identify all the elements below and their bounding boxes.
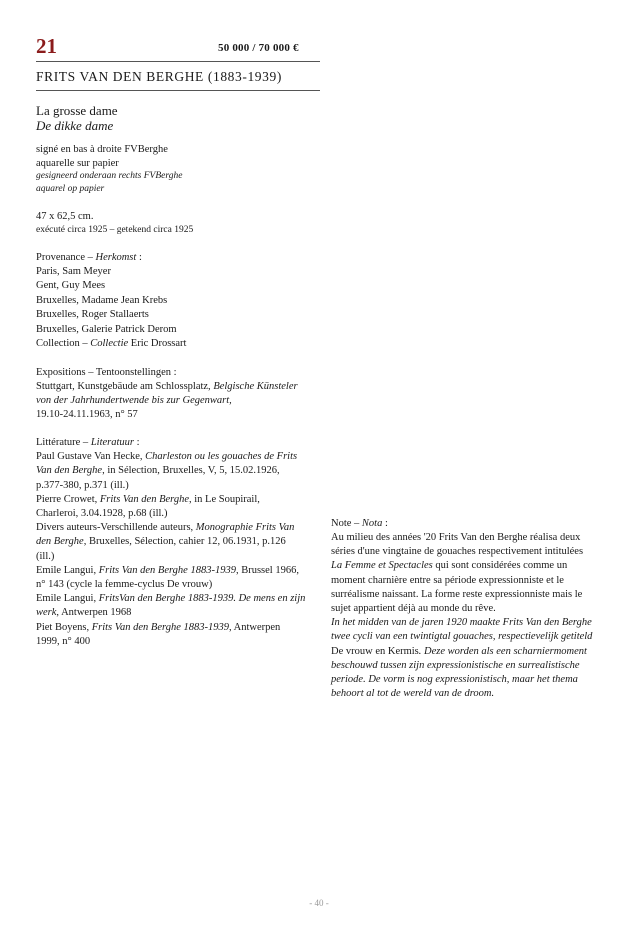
- lot-details: [36, 103, 326, 649]
- provenance-heading: Provenance – Herkomst :: [36, 251, 142, 263]
- litterature-line: Divers auteurs-Verschillende auteurs, Monographie Frits Van: [36, 522, 295, 534]
- signature-fr: signé en bas à droite FVBerghe: [36, 144, 168, 155]
- litterature-line: 1999, n° 400: [36, 635, 91, 647]
- litterature-line: (ill.): [36, 550, 55, 562]
- litterature-line: den Berghe, Bruxelles, Sélection, cahier 12, 06.1931, p.126: [36, 536, 286, 548]
- note-line-fr: surréalisme naissant. La forme reste expressionniste mais le: [331, 588, 583, 600]
- litterature-line: Pierre Crowet, Frits Van den Berghe, in Le Soupirail,: [36, 493, 260, 505]
- title-nl: De dikke dame: [36, 118, 114, 133]
- litterature-heading: Littérature – Literatuur :: [36, 437, 140, 449]
- artist-name: FRITS VAN DEN BERGHE (1883-1939): [36, 69, 282, 84]
- provenance-item: Gent, Guy Mees: [36, 280, 106, 291]
- note-line-fr: moment charnière entre sa période expressionniste et le: [331, 574, 564, 586]
- artist-divider: [36, 90, 320, 91]
- litterature-line: Emile Langui, FritsVan den Berghe 1883-1939. De mens en zijn: [36, 593, 306, 605]
- note-section: [331, 517, 607, 701]
- note-line-nl: behoort al tot de wereld van de droom.: [331, 688, 495, 700]
- medium-nl: aquarel op papier: [36, 184, 105, 194]
- note-line-fr: La Femme et Spectacles qui sont considérées comme un: [331, 560, 568, 572]
- litterature-line: Paul Gustave Van Hecke, Charleston ou les gouaches de Frits: [36, 451, 298, 463]
- expositions-heading: Expositions – Tentoonstellingen :: [36, 366, 177, 378]
- dimensions: 47 x 62,5 cm.: [36, 211, 94, 222]
- lot-number: 21: [36, 34, 57, 58]
- note-line-nl: twee cycli van een twintigtal gouaches, respectievelijk getiteld: [331, 631, 593, 643]
- page-number: - 40 -: [309, 898, 329, 908]
- provenance-item: Bruxelles, Galerie Patrick Derom: [36, 323, 177, 335]
- exposition-line: Stuttgart, Kunstgebäude am Schlossplatz, Belgische Künsteler: [36, 380, 298, 392]
- note-line-fr: Au milieu des années '20 Frits Van den Berghe réalisa deux: [331, 532, 581, 543]
- litterature-line: Emile Langui, Frits Van den Berghe 1883-1939, Brussel 1966,: [36, 564, 299, 576]
- litterature-line: Charleroi, 3.04.1928, p.68 (ill.): [36, 507, 168, 519]
- note-line-nl: De vrouw en Kermis. Deze worden als een scharniermoment: [331, 645, 587, 657]
- note-line-fr: séries d'une vingtaine de gouaches respectivement intitulées: [331, 546, 584, 558]
- litterature-line: n° 143 (cycle la femme-cyclus De vrouw): [36, 578, 213, 590]
- note-line-nl: periode. De vorm is nog expressionistisch, maar het thema: [331, 674, 578, 686]
- top-divider: [36, 61, 320, 62]
- note-line-nl: beschouwd tussen zijn expressionistische en surrealistische: [331, 659, 580, 671]
- exposition-line: von der Jahrhundertwende bis zur Gegenwart,: [36, 394, 232, 406]
- title-fr: La grosse dame: [36, 103, 118, 118]
- note-line-fr: sujet appartient déjà au monde du rêve.: [331, 603, 496, 615]
- signature-nl: gesigneerd onderaan rechts FVBerghe: [36, 171, 183, 181]
- date-line: exécuté circa 1925 – getekend circa 1925: [36, 224, 194, 235]
- provenance-item: Bruxelles, Roger Stallaerts: [36, 309, 149, 320]
- litterature-line: p.377-380, p.371 (ill.): [36, 479, 129, 491]
- estimate-price: 50 000 / 70 000 €: [218, 42, 299, 54]
- note-heading: Note – Nota :: [331, 518, 388, 529]
- provenance-item: Bruxelles, Madame Jean Krebs: [36, 294, 168, 306]
- litterature-line: werk, Antwerpen 1968: [36, 607, 132, 619]
- medium-fr: aquarelle sur papier: [36, 157, 119, 169]
- exposition-line: 19.10-24.11.1963, n° 57: [36, 408, 138, 420]
- provenance-list: [36, 265, 326, 352]
- litterature-line: Van den Berghe, in Sélection, Bruxelles, V, 5, 15.02.1926,: [36, 465, 280, 477]
- provenance-item: Paris, Sam Meyer: [36, 265, 111, 277]
- litterature-line: Piet Boyens, Frits Van den Berghe 1883-1939, Antwerpen: [36, 621, 281, 633]
- note-line-nl: In het midden van de jaren 1920 maakte Frits Van den Berghe: [331, 617, 592, 629]
- provenance-item: Collection – Collectie Eric Drossart: [36, 338, 187, 349]
